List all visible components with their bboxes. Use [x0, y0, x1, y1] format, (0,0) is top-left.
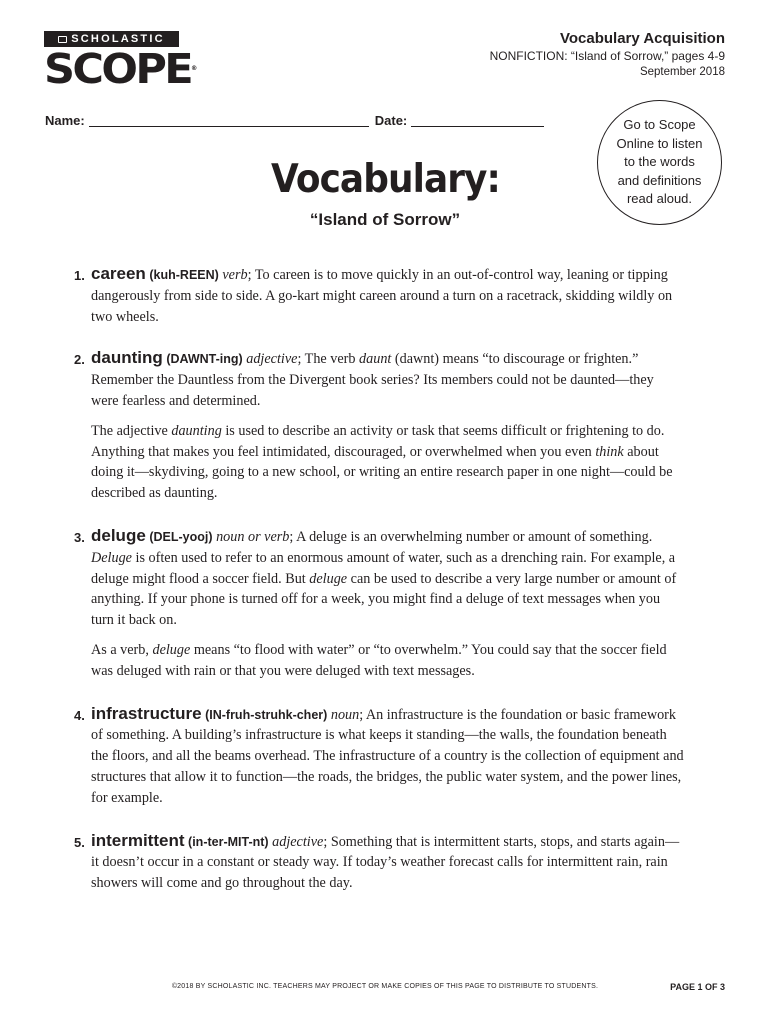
- entry-definition-text: ; An infrastructure is the foundation or basic framework of something. A building’s infrastructure is what keeps it standing—the walls, the foundation beneath the floors, and all the beams overhead. The infrastructure of a country is the collection of equipment and structures that allow it to function—the roads, the bridges, the public water system, and the power lines, for example.: [91, 706, 684, 806]
- header-info: [490, 30, 725, 80]
- extra-italic: deluge: [152, 641, 191, 658]
- entry-definition: [91, 526, 684, 631]
- logo-scholastic-text: SCHOLASTIC: [71, 33, 165, 45]
- extra-italic: think: [595, 443, 624, 460]
- entry-part-of-speech: verb: [222, 267, 248, 283]
- entry-part-of-speech: adjective: [272, 833, 324, 850]
- vocab-entry: [0, 348, 684, 504]
- entry-definition-text: ; To careen is to move quickly in an out-of-control way, leaning or tipping dangerously from side to side. A go-kart might careen around a turn on a racetrack, skidding wildly on two wheels.: [91, 267, 673, 325]
- entry-definition: [91, 704, 684, 809]
- extra-text: As a verb,: [91, 641, 153, 658]
- entry-definition: [91, 831, 684, 894]
- def-italic: deluge: [309, 570, 348, 587]
- entry-extra-paragraph: [91, 421, 684, 504]
- book-icon: [58, 36, 67, 43]
- title-sub: “Island of Sorrow”: [309, 210, 461, 229]
- entry-word: intermittent: [91, 830, 185, 850]
- vocab-entry: [0, 264, 684, 327]
- entry-number: 3.: [74, 529, 85, 545]
- vocab-entry: [0, 526, 684, 682]
- header-title: Vocabulary Acquisition: [559, 30, 725, 47]
- date-label: Date:: [374, 113, 408, 128]
- def-italic: Deluge: [91, 549, 132, 566]
- vocabulary-list: [0, 264, 770, 894]
- entry-word: careen: [91, 264, 146, 283]
- entry-definition: [91, 264, 684, 327]
- date-field[interactable]: [411, 114, 544, 127]
- entry-word: deluge: [91, 525, 146, 545]
- entry-number: 4.: [74, 707, 85, 723]
- def-text: (dawnt) means “to discourage or frighten.” Remember the Dauntless from the Divergent book series? Its members could not be daunted—they were fearless and determined.: [91, 351, 654, 409]
- badge-line-5: read aloud.: [626, 191, 693, 207]
- entry-definition: [91, 348, 684, 411]
- badge-line-1: Go to Scope: [623, 117, 696, 133]
- badge-line-3: to the words: [624, 154, 695, 170]
- extra-text: The adjective: [91, 422, 172, 439]
- vocab-entry: [0, 704, 684, 809]
- def-text: ; A deluge is an overwhelming number or amount of something.: [289, 528, 653, 545]
- title-main: Vocabulary:: [270, 157, 500, 202]
- entry-pronunciation: (in-ter-MIT-nt): [188, 834, 269, 849]
- entry-pronunciation: (DEL-yooj): [149, 529, 213, 544]
- def-text: can be used to describe a very large number or amount of anything. If your phone is turned off for a week, you might find a deluge of text messages when you turn it back on.: [91, 570, 677, 629]
- extra-text: is used to describe an activity or task that seems difficult or frightening to do. Anything that makes you feel intimidated, discouraged, or overwhelmed when you even: [91, 422, 665, 460]
- logo-scope-text: SCOPE: [44, 45, 192, 93]
- entry-number: 5.: [74, 834, 85, 850]
- entry-extra-paragraph: [91, 640, 684, 682]
- entry-pronunciation: (DAWNT-ing): [166, 352, 243, 367]
- copyright-notice: ©2018 BY SCHOLASTIC INC. TEACHERS MAY PROJECT OR MAKE COPIES OF THIS PAGE TO DISTRIBUTE TO STUDENTS.: [171, 983, 599, 990]
- name-date-line: [45, 113, 550, 128]
- scholastic-scope-logo: [44, 31, 198, 93]
- name-field[interactable]: [89, 114, 369, 127]
- page-title: [0, 157, 770, 230]
- extra-text: means “to flood with water” or “to overwhelm.” You could say that the soccer field was deluged with rain or that you were deluged with text messages.: [91, 641, 667, 679]
- entry-pronunciation: (IN-fruh-struhk-cher): [205, 707, 328, 722]
- entry-word: daunting: [91, 348, 163, 368]
- entry-definition-text: ; Something that is intermittent starts, stops, and starts again—it doesn’t occur in a constant or steady way. If today’s weather forecast calls for intermittent rain, rain showers will come and go throughout the day.: [91, 833, 680, 892]
- def-italic: daunt: [359, 351, 392, 368]
- header-date: September 2018: [639, 66, 725, 78]
- extra-italic: daunting: [171, 422, 222, 439]
- def-text: is often used to refer to an enormous amount of water, such as a drenching rain. For example, a deluge might flood a soccer field. But: [91, 549, 676, 587]
- badge-line-2: Online to listen: [616, 135, 703, 151]
- entry-number: 2.: [74, 352, 85, 368]
- badge-line-4: and definitions: [617, 172, 702, 188]
- vocab-entry: [0, 831, 684, 894]
- entry-part-of-speech: adjective: [246, 351, 298, 368]
- extra-text: about doing it—skydiving, going to a new school, or writing an entire research paper in one night—could be described as daunting.: [91, 443, 673, 502]
- registered-mark: ®: [191, 65, 198, 72]
- entry-number: 1.: [74, 268, 85, 283]
- entry-word: infrastructure: [91, 703, 202, 723]
- page-number: PAGE 1 OF 3: [670, 982, 725, 992]
- entry-part-of-speech: noun: [330, 706, 360, 723]
- name-label: Name:: [45, 113, 85, 128]
- entry-part-of-speech: noun or verb: [216, 528, 290, 545]
- logo-scope-word: [44, 45, 198, 93]
- entry-pronunciation: (kuh-REEN): [149, 268, 219, 282]
- header-subtitle: NONFICTION: “Island of Sorrow,” pages 4-9: [489, 49, 725, 63]
- def-text: ; The verb: [297, 351, 360, 368]
